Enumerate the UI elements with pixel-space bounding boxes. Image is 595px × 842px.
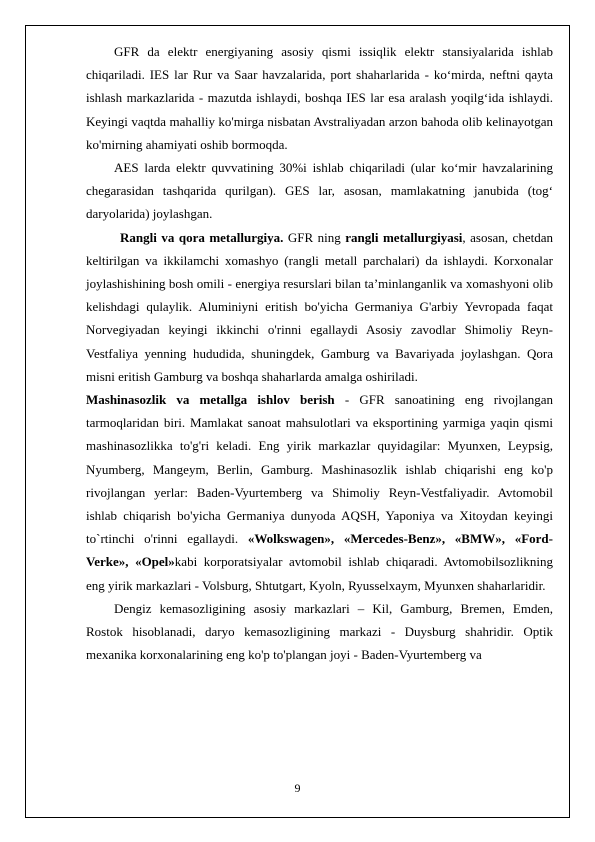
section-heading-machine-building: Mashinasozlik va metallga ishlov berish	[86, 392, 335, 408]
paragraph-text: kabi korporatsiyalar avtomobil ishlab chiqaradi. Avtomobilsozlikning eng yirik markazlari - Volsburg, Shtutgart, Kyoln, Ryusselxaym, Myunxen shaharlaridir.	[86, 554, 553, 593]
page-number: 9	[294, 781, 301, 795]
paragraph-text: , asosan, chetdan keltirilgan va ikkilamchi xomashyo (rangli metall parchalari) da ishlaydi. Korxonalar joylashishining bosh omili - energiya resurslari bilan ta’minlanganlik va xomashyoni olib kelishdagi qulaylik. Aluminiyni eritish bo'yicha Germaniya G'arbiy Yevropada faqat Norvegiyadan keyingi ikkinchi o'rinni egallaydi Asosiy zavodlar Shimoliy Reyn-Vestfaliya yenning hududida, shuningdek, Gamburg va Bavariyada joylashgan. Qora misni eritish Gamburg va boshqa shaharlarda amalga oshiriladi.	[86, 229, 553, 384]
section-heading-metallurgy: Rangli va qora metallurgiya.	[120, 229, 284, 245]
paragraph-metallurgy	[86, 226, 553, 388]
bold-term-nonferrous: rangli metallurgiyasi	[345, 229, 463, 245]
paragraph-machine-building	[86, 388, 553, 597]
paragraph-text: - GFR sanoatining eng rivojlangan tarmoqlaridan biri. Mamlakat sanoat mahsulotlari va eksportining yarmiga yaqin qismi mashinasozlikka to'g'ri keladi. Eng yirik markazlar quyidagilar: Myunxen, Leypsig, Nyumberg, Mangeym, Berlin, Gamburg. Mashinasozlik ishlab chiqarishi eng ko'p rivojlangan yerlar: Baden-Vyurtemberg va Shimoliy Reyn-Vestfaliyadir. Avtomobil ishlab chiqarish bo'yicha Germaniya dunyoda AQSH, Yaponiya va Xitoydan keyingi to`rtinchi o'rinni egallaydi.	[86, 392, 553, 547]
paragraph-shipbuilding	[86, 597, 553, 667]
paragraph-text: Dengiz kemasozligining asosiy markazlari – Kil, Gamburg, Bremen, Emden, Rostok hisoblanadi, daryo kemasozligining markazi - Duysburg shahridir. Optik mexanika korxonalarining eng ko'p to'plangan joyi - Baden-Vyurtemberg va	[86, 600, 553, 663]
paragraph-energy-aes	[86, 156, 553, 226]
car-brands: «Wolkswagen», «Mercedes-Benz», «BMW», «Ford-Verke», «Opel»	[86, 531, 553, 570]
document-body	[86, 40, 553, 666]
paragraph-text: AES larda elektr quvvatining 30%i ishlab chiqariladi (ular ko‘mir havzalarining chegarasidan tashqarida qurilgan). GES lar, asosan, mamlakatning janubida (tog‘ daryolarida) joylashgan.	[86, 160, 553, 222]
paragraph-text: GFR da elektr energiyaning asosiy qismi issiqlik elektr stansiyalarida ishlab chiqariladi. IES lar Rur va Saar havzalarida, port shaharlarida - ko‘mirda, neftni qayta ishlash markazlarida - mazutda ishlaydi, boshqa IES lar esa aralash yoqilg‘ida ishlaydi. Keyingi vaqtda mahalliy ko'mirga nisbatan Avstraliyadan arzon bahoda olib kelinayotgan ko'mirning ahamiyati oshib bormoqda.	[86, 44, 553, 152]
paragraph-lead: GFR ning	[283, 229, 346, 245]
paragraph-energy-ies	[86, 40, 553, 156]
